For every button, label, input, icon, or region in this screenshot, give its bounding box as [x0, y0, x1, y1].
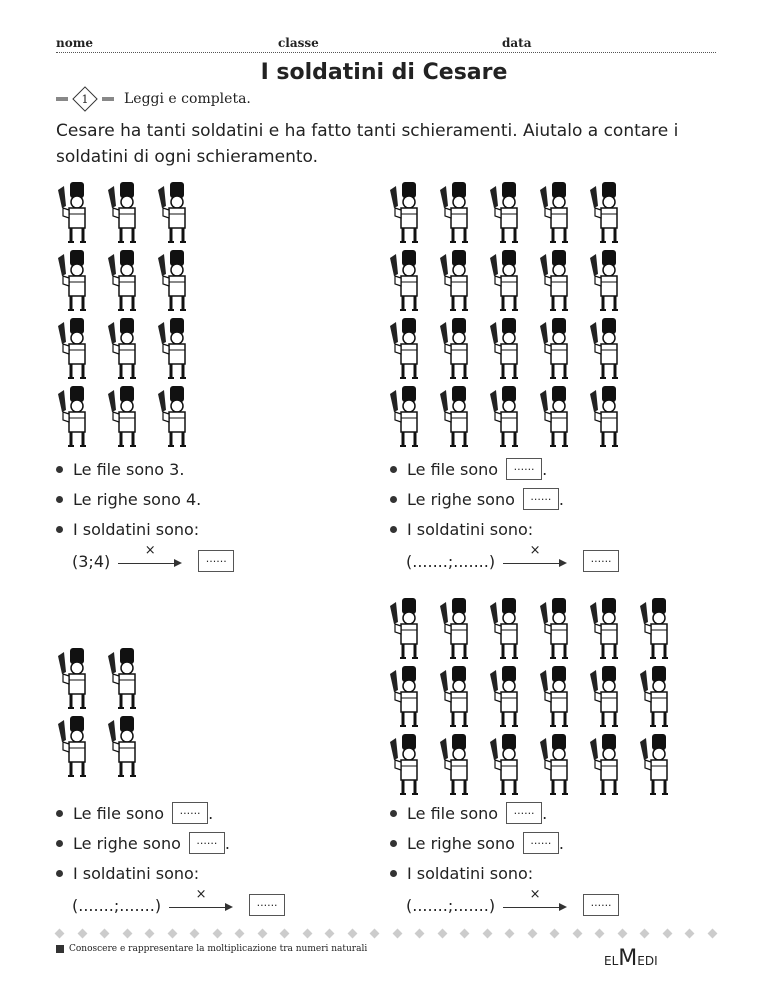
toy-soldier-icon: [102, 248, 146, 314]
bullet: [56, 466, 63, 473]
righe-label: Le righe sono: [407, 833, 515, 853]
diamond-dot: [122, 929, 132, 939]
answer-box[interactable]: ......: [198, 550, 234, 572]
footer-dots: [56, 930, 716, 937]
exercise-number: 1: [81, 92, 89, 106]
bullet: [56, 496, 63, 503]
diamond-dot: [415, 929, 425, 939]
toy-soldier-icon: [102, 384, 146, 450]
toy-soldier-icon: [52, 248, 96, 314]
toy-soldier-icon: [52, 714, 96, 780]
righe-box[interactable]: ......: [523, 488, 559, 510]
righe-value: 4.: [185, 489, 202, 509]
answer-box[interactable]: ......: [583, 894, 619, 916]
toy-soldier-icon: [634, 596, 678, 662]
toy-soldier-icon: [384, 664, 428, 730]
toy-soldier-icon: [484, 664, 528, 730]
diamond-dot: [392, 929, 402, 939]
diamond-dot: [572, 929, 582, 939]
bullet: [390, 466, 397, 473]
diamond-dot: [100, 929, 110, 939]
toy-soldier-icon: [484, 316, 528, 382]
toy-soldier-icon: [534, 596, 578, 662]
bullet: [390, 810, 397, 817]
toy-soldier-icon: [102, 714, 146, 780]
toy-soldier-icon: [434, 596, 478, 662]
toy-soldier-icon: [152, 384, 196, 450]
toy-soldier-icon: [384, 316, 428, 382]
diamond-dot: [55, 929, 65, 939]
times-symbol: ×: [529, 887, 541, 902]
bullet: [390, 526, 397, 533]
diamond-dot: [595, 929, 605, 939]
toy-soldier-icon: [534, 316, 578, 382]
toy-soldier-icon: [102, 316, 146, 382]
toy-soldier-icon: [534, 664, 578, 730]
total-label: I soldatini sono:: [73, 863, 200, 883]
diamond-dot: [347, 929, 357, 939]
toy-soldier-icon: [52, 180, 96, 246]
righe-label: Le righe sono: [73, 833, 181, 853]
pair-text: (.......;.......): [406, 551, 496, 571]
toy-soldier-icon: [584, 732, 628, 798]
total-label: I soldatini sono:: [73, 519, 200, 539]
diamond-dot: [527, 929, 537, 939]
diamond-dot: [550, 929, 560, 939]
toy-soldier-icon: [584, 596, 628, 662]
toy-soldier-icon: [584, 248, 628, 314]
times-symbol: ×: [195, 887, 207, 902]
bullet: [390, 870, 397, 877]
diamond-dot: [505, 929, 515, 939]
bullet: [390, 496, 397, 503]
toy-soldier-icon: [484, 248, 528, 314]
toy-soldier-icon: [102, 180, 146, 246]
soldier-array-1: [52, 180, 202, 450]
answer-block-3: Le file sono ...... . Le righe sono ...... . I soldatini sono: (.......;.......) × ......: [56, 798, 285, 922]
toy-soldier-icon: [434, 316, 478, 382]
data-label: data: [502, 36, 532, 50]
toy-soldier-icon: [384, 732, 428, 798]
dash-decoration: [102, 97, 114, 101]
footer-text: Conoscere e rappresentare la moltiplicazione tra numeri naturali: [69, 944, 368, 954]
toy-soldier-icon: [52, 316, 96, 382]
toy-soldier-icon: [152, 316, 196, 382]
toy-soldier-icon: [384, 384, 428, 450]
dash-decoration: [56, 97, 68, 101]
toy-soldier-icon: [384, 596, 428, 662]
toy-soldier-icon: [152, 248, 196, 314]
toy-soldier-icon: [484, 384, 528, 450]
diamond-dot: [235, 929, 245, 939]
bullet: [390, 840, 397, 847]
diamond-dot: [370, 929, 380, 939]
answer-block-1: [56, 454, 234, 578]
times-arrow: [118, 543, 182, 571]
bullet: [56, 810, 63, 817]
toy-soldier-icon: [384, 180, 428, 246]
toy-soldier-icon: [584, 384, 628, 450]
toy-soldier-icon: [634, 732, 678, 798]
file-box[interactable]: ......: [506, 458, 542, 480]
toy-soldier-icon: [634, 664, 678, 730]
toy-soldier-icon: [584, 180, 628, 246]
toy-soldier-icon: [434, 180, 478, 246]
diamond-dot: [662, 929, 672, 939]
diamond-dot: [280, 929, 290, 939]
header-bar: [56, 34, 716, 53]
footer-caption: [56, 944, 367, 954]
toy-soldier-icon: [52, 384, 96, 450]
toy-soldier-icon: [52, 646, 96, 712]
pair-text: (3;4): [72, 551, 111, 571]
answer-box[interactable]: ......: [583, 550, 619, 572]
toy-soldier-icon: [434, 732, 478, 798]
times-arrow: [503, 543, 567, 571]
soldier-array-2: [384, 180, 634, 450]
toy-soldier-icon: [484, 596, 528, 662]
intro-text: Cesare ha tanti soldatini e ha fatto tanti schieramenti. Aiutalo a contare i soldatini di ogni schieramento.: [56, 121, 679, 167]
diamond-dot: [708, 929, 718, 939]
toy-soldier-icon: [102, 646, 146, 712]
righe-box[interactable]: ......: [523, 832, 559, 854]
square-bullet: [56, 945, 64, 953]
toy-soldier-icon: [434, 248, 478, 314]
answer-block-2: Le file sono ...... . Le righe sono ...... . I soldatini sono: (.......;.......) × ......: [390, 454, 619, 578]
toy-soldier-icon: [584, 664, 628, 730]
pair-text: (.......;.......): [72, 895, 162, 915]
toy-soldier-icon: [584, 316, 628, 382]
toy-soldier-icon: [534, 180, 578, 246]
file-label: Le file sono: [407, 459, 499, 479]
exercise-number-badge: [72, 86, 97, 111]
diamond-dot: [190, 929, 200, 939]
toy-soldier-icon: [152, 180, 196, 246]
file-label: Le file sono: [407, 803, 499, 823]
diamond-dot: [685, 929, 695, 939]
toy-soldier-icon: [534, 248, 578, 314]
page-title: I soldatini di Cesare: [260, 60, 508, 85]
answer-box[interactable]: ......: [249, 894, 285, 916]
soldier-array-3: [52, 646, 152, 780]
diamond-dot: [325, 929, 335, 939]
diamond-dot: [257, 929, 267, 939]
logo-part: M: [618, 946, 638, 971]
publisher-logo: [604, 946, 658, 971]
exercise-label: [56, 90, 251, 108]
total-label: I soldatini sono:: [407, 519, 534, 539]
bullet: [56, 870, 63, 877]
righe-label: Le righe sono: [407, 489, 515, 509]
diamond-dot: [302, 929, 312, 939]
diamond-dot: [167, 929, 177, 939]
diamond-dot: [640, 929, 650, 939]
logo-part: EL: [604, 954, 619, 968]
pair-text: (.......;.......): [406, 895, 496, 915]
classe-label: classe: [278, 36, 319, 50]
diamond-dot: [437, 929, 447, 939]
diamond-dot: [617, 929, 627, 939]
times-symbol: ×: [144, 543, 156, 558]
exercise-instruction: Leggi e completa.: [124, 91, 251, 107]
times-symbol: ×: [529, 543, 541, 558]
nome-label: nome: [56, 36, 94, 50]
total-label: I soldatini sono:: [407, 863, 534, 883]
answer-block-4: Le file sono ...... . Le righe sono ...... . I soldatini sono: (.......;.......) × ......: [390, 798, 619, 922]
toy-soldier-icon: [534, 732, 578, 798]
toy-soldier-icon: [484, 180, 528, 246]
soldier-array-4: [384, 596, 684, 798]
toy-soldier-icon: [484, 732, 528, 798]
bullet: [56, 840, 63, 847]
times-arrow: [169, 887, 233, 915]
righe-box[interactable]: ......: [189, 832, 225, 854]
diamond-dot: [212, 929, 222, 939]
file-label: Le file sono: [73, 459, 165, 479]
diamond-dot: [145, 929, 155, 939]
times-arrow: [503, 887, 567, 915]
file-label: Le file sono: [73, 803, 165, 823]
bullet: [56, 526, 63, 533]
toy-soldier-icon: [434, 664, 478, 730]
diamond-dot: [460, 929, 470, 939]
file-box[interactable]: ......: [506, 802, 542, 824]
logo-part: EDI: [637, 954, 658, 968]
diamond-dot: [482, 929, 492, 939]
toy-soldier-icon: [534, 384, 578, 450]
toy-soldier-icon: [434, 384, 478, 450]
file-value: 3.: [169, 459, 185, 479]
file-box[interactable]: ......: [172, 802, 208, 824]
toy-soldier-icon: [384, 248, 428, 314]
diamond-dot: [77, 929, 87, 939]
righe-label: Le righe sono: [73, 489, 181, 509]
